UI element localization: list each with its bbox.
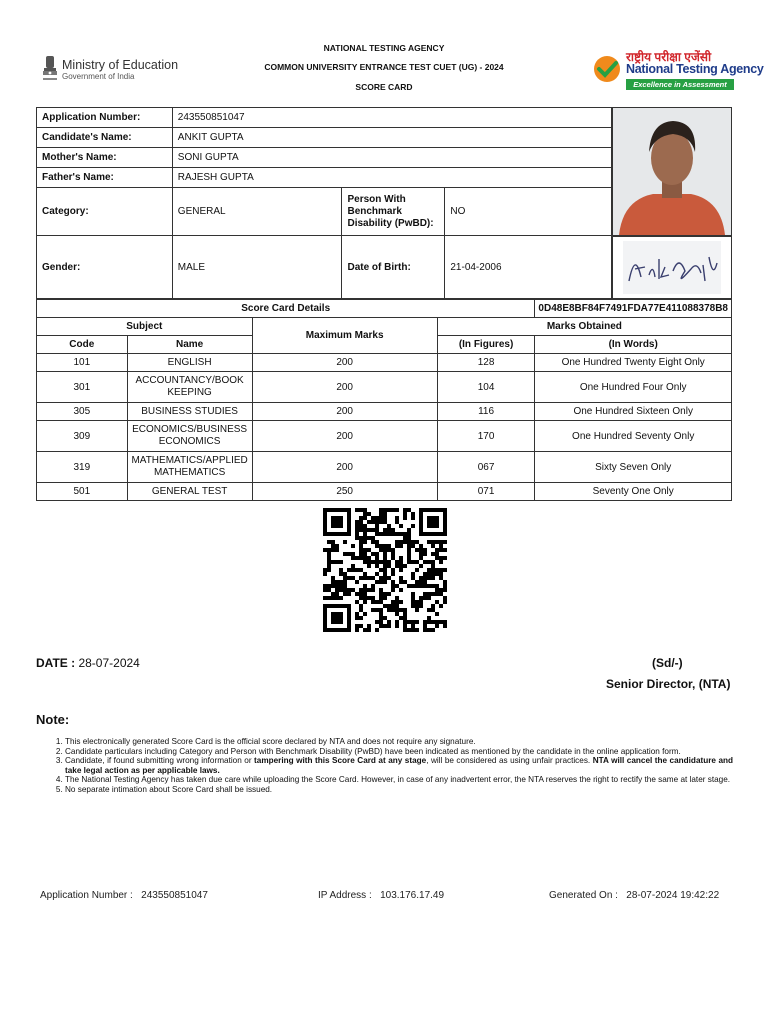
score-card-heading: SCORE CARD [355, 82, 413, 92]
subject-name: ACCOUNTANCY/BOOK KEEPING [127, 372, 252, 403]
footer-ip-address [318, 890, 444, 901]
father-name-label: Father's Name: [37, 168, 173, 188]
nta-english-name: National Testing Agency [626, 62, 764, 76]
note-text: , will be considered as using unfair practices. [426, 756, 593, 765]
marks-in-words: One Hundred Twenty Eight Only [535, 354, 732, 372]
candidate-photo-image [613, 108, 731, 235]
date-value: 28-07-2024 [78, 656, 140, 670]
dob-value: 21-04-2006 [445, 236, 612, 299]
marks-in-figures: 170 [437, 421, 535, 452]
subject-code: 305 [37, 403, 128, 421]
footer-ip-value: 103.176.17.49 [380, 890, 445, 901]
mother-name-label: Mother's Name: [37, 148, 173, 168]
gender-value: MALE [172, 236, 342, 299]
maximum-marks: 200 [252, 372, 437, 403]
score-table [36, 299, 732, 501]
marks-obtained-header: Marks Obtained [437, 318, 731, 336]
candidate-signature [612, 236, 732, 299]
maximum-marks: 200 [252, 354, 437, 372]
moe-title: Ministry of Education [62, 58, 179, 72]
note-item: 2. Candidate particulars including Category and Person with Benchmark Disability (PwBD) have been indicated as mentioned by the candidate in the online application form. [65, 747, 733, 757]
nta-hindi-name: राष्ट्रीय परीक्षा एजेंसी [626, 50, 712, 64]
maximum-marks: 250 [252, 483, 437, 501]
subject-header: Subject [37, 318, 253, 336]
marks-in-words: One Hundred Seventy Only [535, 421, 732, 452]
application-number-value: 243550851047 [172, 108, 611, 128]
in-figures-header: (In Figures) [437, 336, 535, 354]
footer-app-label: Application Number : [40, 890, 133, 901]
notes-list [50, 737, 733, 794]
marks-in-words: Seventy One Only [535, 483, 732, 501]
maximum-marks: 200 [252, 452, 437, 483]
candidate-info-table [36, 107, 612, 299]
agency-heading: NATIONAL TESTING AGENCY [323, 43, 445, 53]
category-label: Category: [37, 188, 173, 236]
table-row [37, 372, 732, 403]
note-item: 4. The National Testing Agency has taken due care while uploading the Score Card. However, in case of any inadvertent error, the NTA reserves the right to rectify the same at later stage. [65, 775, 733, 785]
signed-mark: (Sd/-) [652, 656, 683, 670]
note-item: 1. This electronically generated Score Card is the official score declared by NTA and does not require any signature. [65, 737, 733, 747]
table-row [37, 354, 732, 372]
marks-in-figures: 128 [437, 354, 535, 372]
score-card-details-label: Score Card Details [37, 300, 535, 318]
subject-name: BUSINESS STUDIES [127, 403, 252, 421]
application-number-label: Application Number: [37, 108, 173, 128]
footer-gen-value: 28-07-2024 19:42:22 [626, 890, 720, 901]
in-words-header: (In Words) [535, 336, 732, 354]
candidate-name-value: ANKIT GUPTA [172, 128, 611, 148]
issue-date [36, 656, 140, 670]
note-bold-text: tampering with this Score Card at any stage [254, 756, 427, 765]
note-item [65, 756, 733, 775]
maximum-marks: 200 [252, 403, 437, 421]
code-header: Code [37, 336, 128, 354]
subject-name: MATHEMATICS/APPLIED MATHEMATICS [127, 452, 252, 483]
marks-in-figures: 067 [437, 452, 535, 483]
subject-code: 301 [37, 372, 128, 403]
candidate-name-label: Candidate's Name: [37, 128, 173, 148]
marks-in-figures: 071 [437, 483, 535, 501]
nta-logo [592, 48, 764, 92]
table-row [37, 452, 732, 483]
marks-in-words: One Hundred Four Only [535, 372, 732, 403]
note-text: Candidate, if found submitting wrong information or [65, 756, 255, 765]
subject-code: 309 [37, 421, 128, 452]
footer-app-value: 243550851047 [141, 890, 208, 901]
name-header: Name [127, 336, 252, 354]
note-bold-text: NTA will cancel the candidature and take legal action as per applicable laws. [65, 756, 734, 775]
subject-name: ECONOMICS/BUSINESS ECONOMICS [127, 421, 252, 452]
subject-name: GENERAL TEST [127, 483, 252, 501]
father-name-value: RAJESH GUPTA [172, 168, 611, 188]
date-label: DATE : [36, 656, 76, 670]
subject-code: 101 [37, 354, 128, 372]
exam-heading: COMMON UNIVERSITY ENTRANCE TEST CUET (UG) - 2024 [264, 62, 504, 72]
marks-in-words: One Hundred Sixteen Only [535, 403, 732, 421]
marks-in-words: Sixty Seven Only [535, 452, 732, 483]
nta-tagline: Excellence in Assessment [626, 79, 734, 90]
candidate-photo [612, 107, 732, 236]
signature-image [613, 237, 731, 298]
mother-name-value: SONI GUPTA [172, 148, 611, 168]
dob-label: Date of Birth: [342, 236, 445, 299]
marks-in-figures: 116 [437, 403, 535, 421]
maximum-marks: 200 [252, 421, 437, 452]
note-item: 5. No separate intimation about Score Card shall be issued. [65, 785, 733, 795]
note-title: Note: [36, 712, 70, 727]
category-value: GENERAL [172, 188, 342, 236]
footer-application-number [40, 890, 208, 901]
footer-generated-on [549, 890, 719, 901]
qr-code [323, 508, 447, 632]
marks-in-figures: 104 [437, 372, 535, 403]
score-card-hash: 0D48E8BF84F7491FDA77E411088378B8 [535, 300, 732, 318]
maximum-marks-header: Maximum Marks [252, 318, 437, 354]
pwbd-label: Person With Benchmark Disability (PwBD): [342, 188, 445, 236]
subject-code: 319 [37, 452, 128, 483]
footer-ip-label: IP Address : [318, 890, 372, 901]
senior-director-title: Senior Director, (NTA) [606, 677, 731, 691]
footer-gen-label: Generated On : [549, 890, 618, 901]
subject-code: 501 [37, 483, 128, 501]
nta-checkmark-icon [592, 54, 622, 84]
table-row [37, 403, 732, 421]
table-row [37, 421, 732, 452]
moe-subtitle: Government of India [62, 72, 135, 81]
table-row [37, 483, 732, 501]
gender-label: Gender: [37, 236, 173, 299]
subject-name: ENGLISH [127, 354, 252, 372]
pwbd-value: NO [445, 188, 612, 236]
